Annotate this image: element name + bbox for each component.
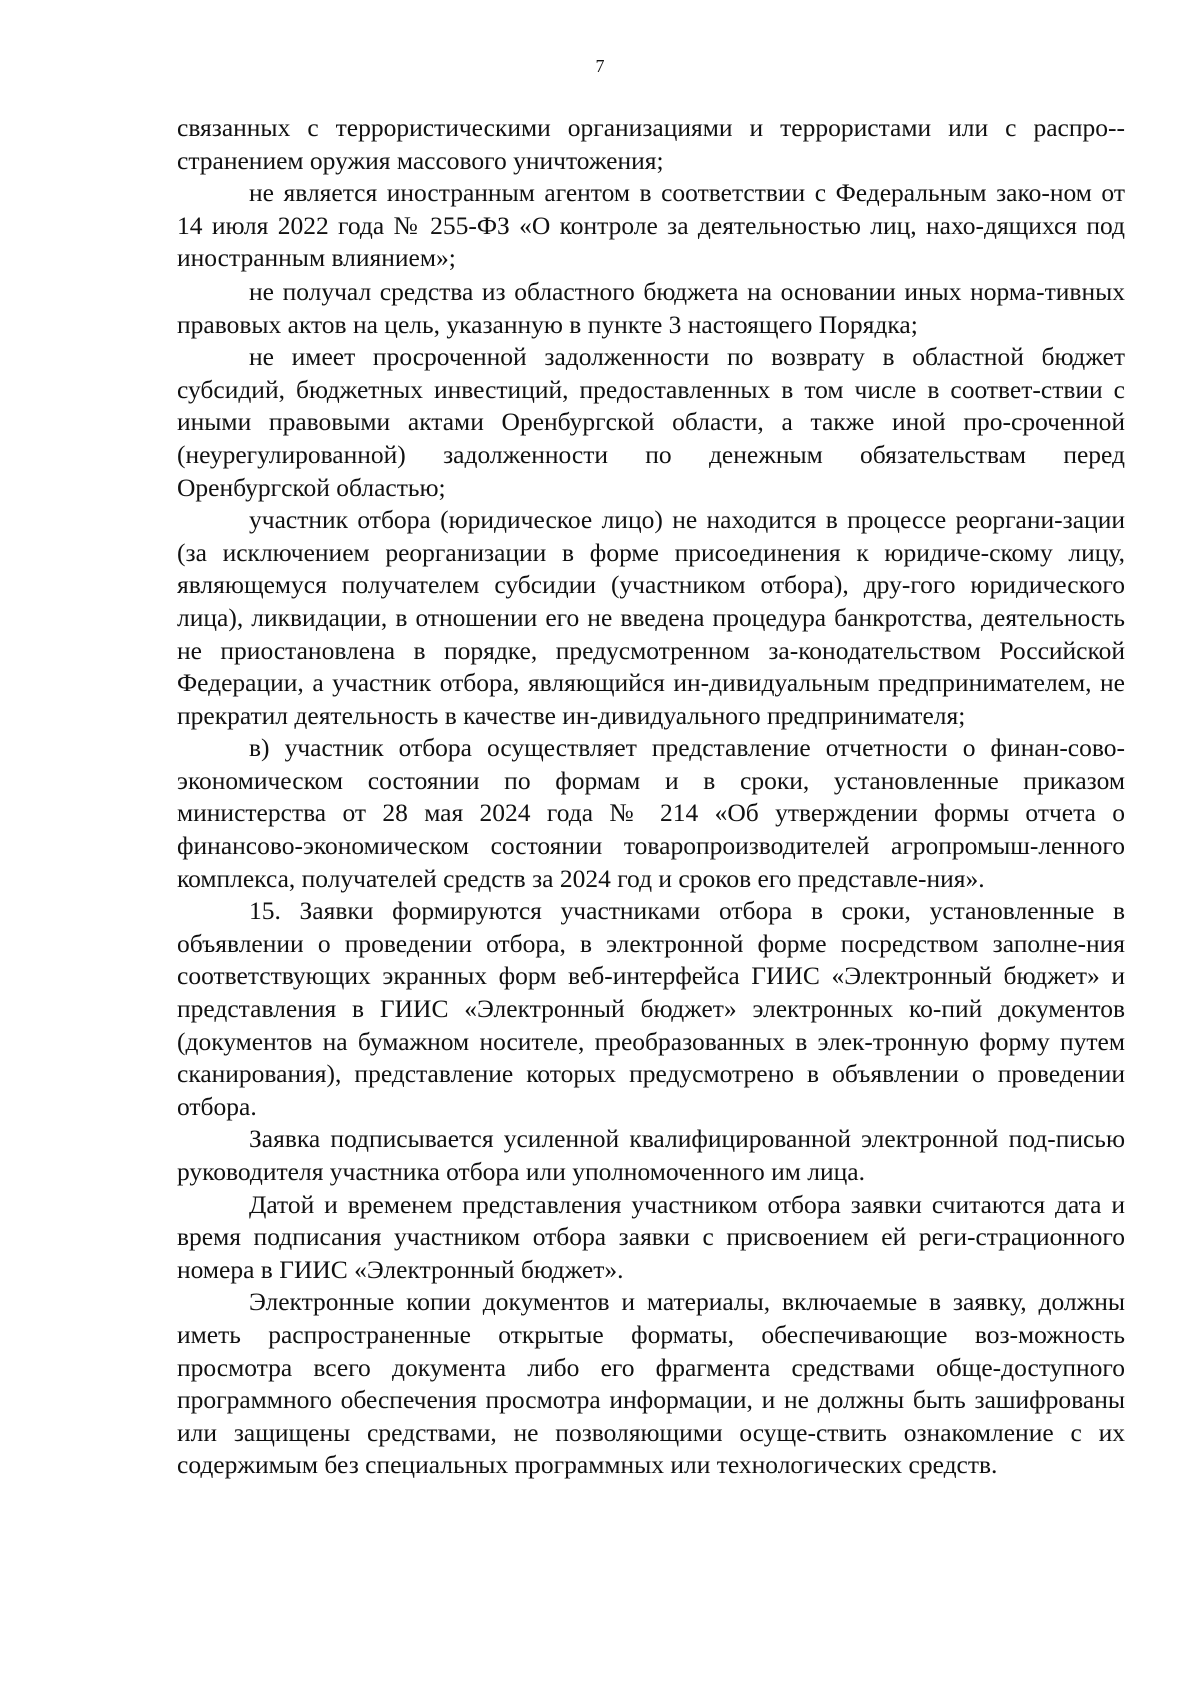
paragraph-1: связанных с террористическими организациями и террористами или с распро-странением оружия массового уничтожения; <box>177 113 1125 175</box>
paragraph-4: не имеет просроченной задолженности по возврату в областной бюджет субсидий, бюджетных инвестиций, предоставленных в том числе в соответ-ствии с иными правовыми актами Оренбургской области, а также иной про-сроченной (неурегулированной) задолженности по денежным обязательствам перед Оренбургской областью; <box>177 342 1125 502</box>
paragraph-5: участник отбора (юридическое лицо) не находится в процессе реоргани-зации (за исключением реорганизации в форме присоединения к юридиче-скому лицу, являющемуся получателем субсидии (участником отбора), дру-гого юридического лица), ликвидации, в отношении его не введена процедура банкротства, деятельность не приостановлена в порядке, предусмотренном за-конодательством Российской Федерации, а участник отбора, являющийся ин-дивидуальным предпринимателем, не прекратил деятельность в качестве ин-дивидуального предпринимателя; <box>177 505 1125 730</box>
paragraph-3: не получал средства из областного бюджета на основании иных норма-тивных правовых актов на цель, указанную в пункте 3 настоящего Порядка; <box>177 276 1125 339</box>
document-body <box>177 112 1125 1482</box>
paragraph-2: не является иностранным агентом в соответствии с Федеральным зако-ном от 14 июля 2022 года № 255-ФЗ «О контроле за деятельностью лиц, нахо-дящихся под иностранным влиянием»; <box>177 178 1125 273</box>
paragraph-9: Датой и временем представления участником отбора заявки считаются дата и время подписания участником отбора заявки с присвоением ей реги-страционного номера в ГИИС «Электронный бюджет». <box>177 1189 1125 1284</box>
paragraph-6: в) участник отбора осуществляет представление отчетности о финан-сово-экономическом состоянии по формам и в сроки, установленные приказом министерства от 28 мая 2024 года № 214 «Об утверждении формы отчета о финансово-экономическом состоянии товаропроизводителей агропромыш-ленного комплекса, получателей средств за 2024 год и сроков его представле-ния». <box>177 733 1125 893</box>
paragraph-10: Электронные копии документов и материалы, включаемые в заявку, должны иметь распространенные открытые форматы, обеспечивающие воз-можность просмотра всего документа либо его фрагмента средствами обще-доступного программного обеспечения просмотра информации, и не должны быть зашифрованы или защищены средствами, не позволяющими осуще-ствить ознакомление с их содержимым без специальных программных или технологических средств. <box>177 1287 1125 1480</box>
page-number: 7 <box>595 56 605 76</box>
paragraph-7: 15. Заявки формируются участниками отбора в сроки, установленные в объявлении о проведении отбора, в электронной форме посредством заполне-ния соответствующих экранных форм веб-интерфейса ГИИС «Электронный бюджет» и представления в ГИИС «Электронный бюджет» электронных ко-пий документов (документов на бумажном носителе, преобразованных в элек-тронную форму путем сканирования), представление которых предусмотрено в объявлении о проведении отбора. <box>177 896 1125 1121</box>
paragraph-8: Заявка подписывается усиленной квалифицированной электронной под-писью руководителя участника отбора или уполномоченного им лица. <box>177 1124 1125 1186</box>
